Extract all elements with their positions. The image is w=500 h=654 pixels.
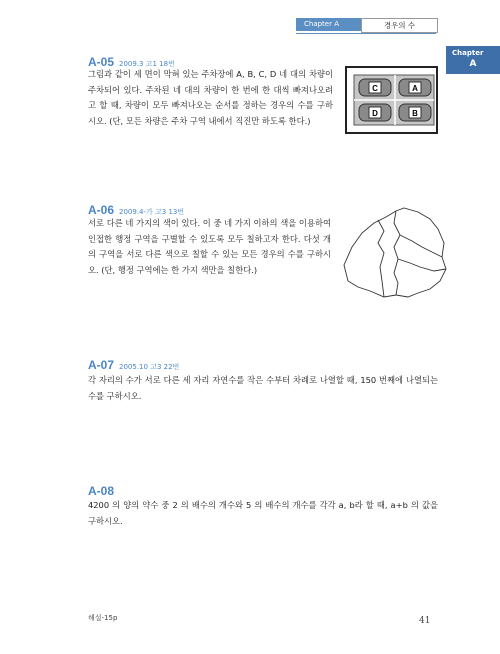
problem-number: A-06 bbox=[88, 203, 115, 217]
problem-number: A-07 bbox=[88, 358, 115, 372]
side-tab-label: Chapter bbox=[452, 49, 484, 57]
map-outline bbox=[344, 208, 446, 297]
problem-number: A-08 bbox=[88, 484, 115, 498]
problem-header bbox=[88, 354, 179, 370]
page-number: 41 bbox=[419, 616, 431, 626]
section-title: 경우의 수 bbox=[361, 18, 438, 33]
problem-header bbox=[88, 480, 119, 496]
car-label-c: C bbox=[372, 84, 378, 93]
region-map-figure bbox=[338, 205, 450, 305]
problem-text: 서로 다른 네 가지의 색이 있다. 이 중 네 가지 이하의 색을 이용하여 인접한 행정 구역을 구별할 수 있도록 모두 칠하고자 한다. 다섯 개의 구역을 서로 다른 색으로 칠할 수 있는 모든 경우의 수를 구하시오. (단, 행정 구역에는 한 가지 색만을 칠한다.) bbox=[88, 218, 331, 275]
problem-header bbox=[88, 199, 184, 215]
car-label-b: B bbox=[412, 109, 418, 118]
header-rule bbox=[296, 33, 436, 34]
parking-lot-figure bbox=[345, 66, 438, 134]
problem-text: 각 자리의 수가 서로 다른 세 자리 자연수를 작은 수부터 차례로 나열할 때, 150 번째에 나열되는 수를 구하시오. bbox=[88, 375, 438, 401]
car-label-d: D bbox=[372, 109, 378, 118]
problem-header bbox=[88, 51, 175, 67]
car-label-a: A bbox=[412, 84, 418, 93]
problem-text: 4200 의 양의 약수 중 2 의 배수의 개수와 5 의 배수의 개수를 각각 a, b라 할 때, a+b 의 값을 구하시오. bbox=[88, 500, 438, 526]
problem-text: 그림과 같이 세 면이 막혀 있는 주차장에 A, B, C, D 네 대의 차량이 주차되어 있다. 주차된 네 대의 차량이 한 번에 한 대씩 빠져나오려고 할 때, 차량이 모두 빠져나오는 순서를 정하는 경우의 수를 구하시오. (단, 모든 차량은 주차 구역 내에서 직진만 하도록 한다.) bbox=[88, 69, 333, 126]
problem-source: 2005.10 고3 22번 bbox=[119, 363, 180, 371]
problem-source: 2009.4-가 고3 13번 bbox=[119, 208, 185, 216]
problem-number: A-05 bbox=[88, 55, 115, 69]
answer-reference: 해설-15p bbox=[88, 614, 118, 622]
chapter-tab-label: Chapter A bbox=[304, 20, 339, 28]
side-tab-letter: A bbox=[469, 59, 477, 69]
side-chapter-tab bbox=[446, 46, 500, 74]
problem-source: 2009.3 고1 18번 bbox=[119, 60, 175, 68]
